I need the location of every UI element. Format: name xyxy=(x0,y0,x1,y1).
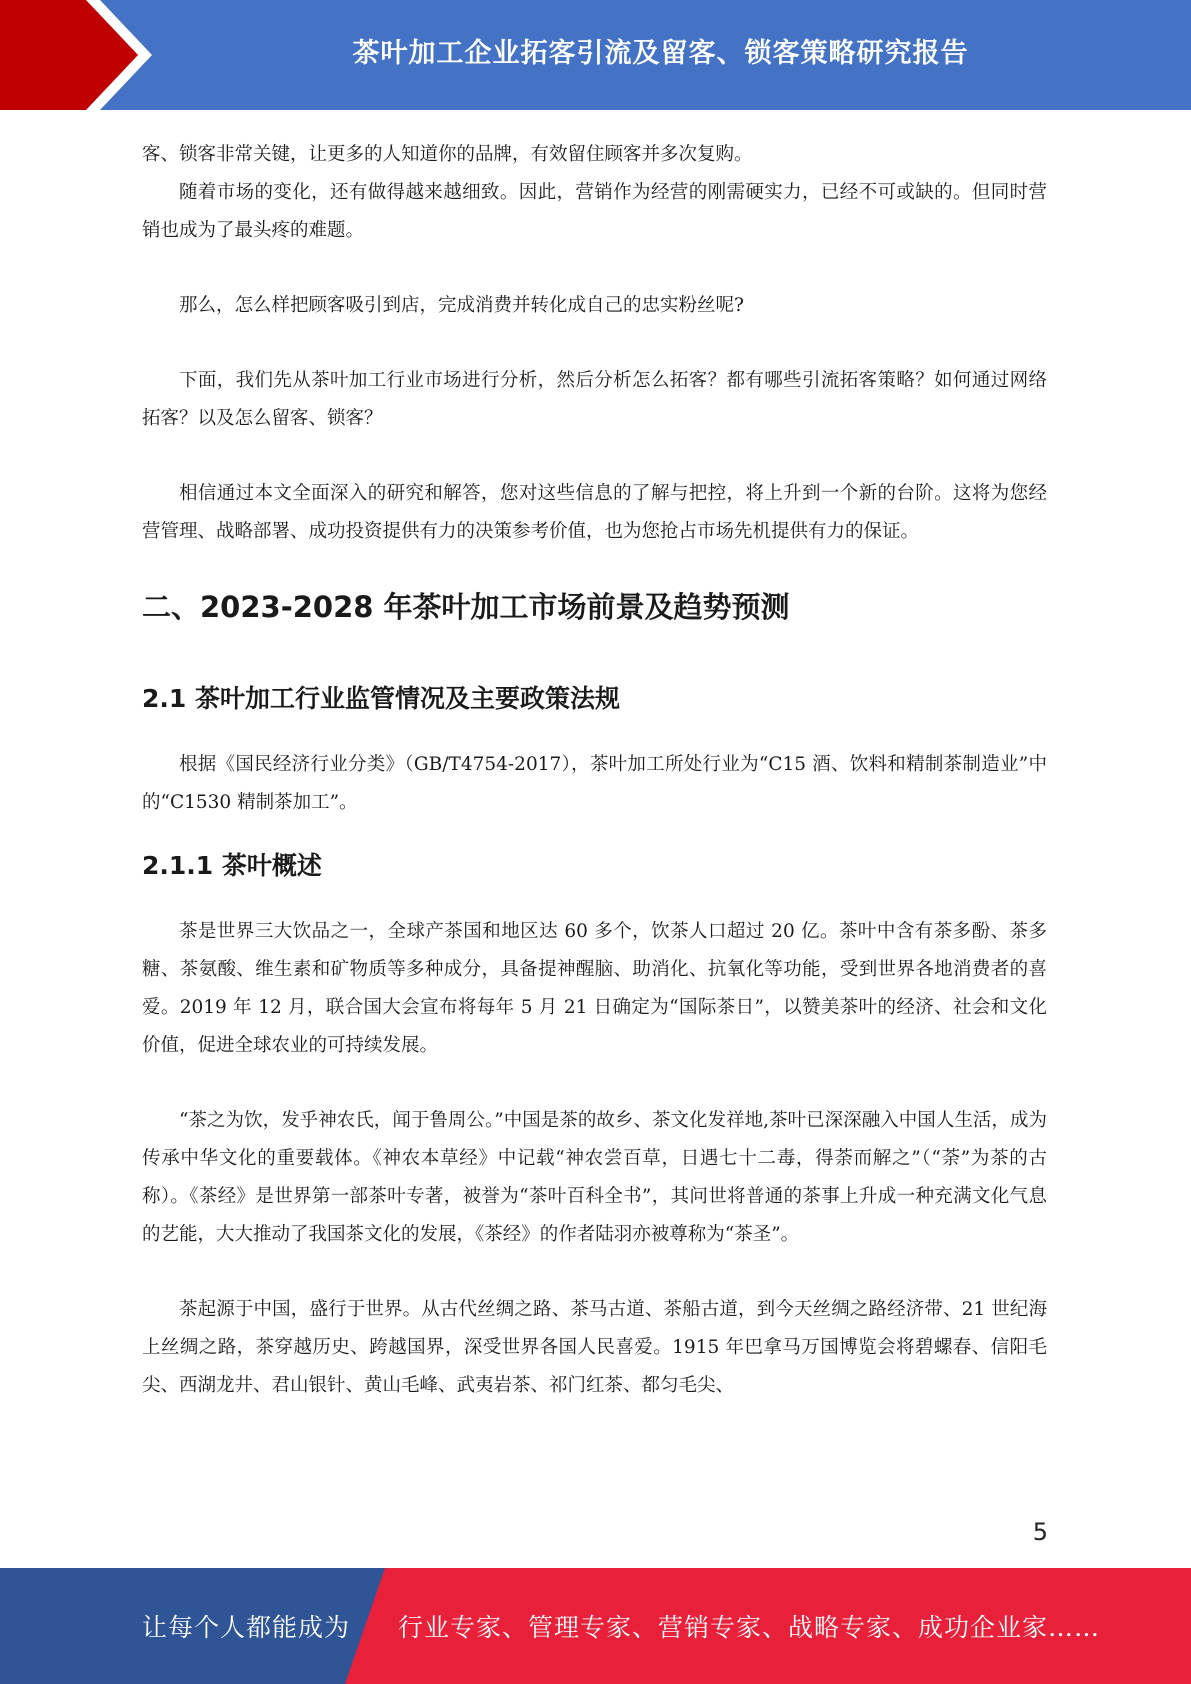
subsection-heading: 2.1 茶叶加工行业监管情况及主要政策法规 xyxy=(142,684,620,713)
header-title: 茶叶加工企业拓客引流及留客、锁客策略研究报告 xyxy=(352,37,969,69)
paragraph: 那么，怎么样把顾客吸引到店，完成消费并转化成自己的忠实粉丝呢? xyxy=(179,295,744,316)
paragraph: “茶之为饮，发乎神农氏，闻于鲁周公。”中国是茶的故乡、茶文化发祥地,茶叶已深深融入中国人生活，成为传承中华文化的重要载体。《神农本草经》中记载“神农尝百草，日遇七十二毒，得荼而解之”（“荼”为茶的古称）。《茶经》是世界第一部茶叶专著，被誉为“茶叶百科全书”，其问世将普通的茶事上升成一种充满文化气息的艺能，大大推动了我国茶文化的发展，《茶经》的作者陆羽亦被尊称为“茶圣”。 xyxy=(142,1110,1047,1245)
subsection-heading: 2.1.1 茶叶概述 xyxy=(142,851,322,880)
paragraph: 根据《国民经济行业分类》（GB/T4754-2017），茶叶加工所处行业为“C15 酒、饮料和精制茶制造业”中的“C1530 精制茶加工”。 xyxy=(142,754,1047,813)
paragraph: 相信通过本文全面深入的研究和解答，您对这些信息的了解与把控，将上升到一个新的台阶。这将为您经营管理、战略部署、成功投资提供有力的决策参考价值，也为您抢占市场先机提供有力的保证。 xyxy=(142,483,1047,542)
paragraph: 茶是世界三大饮品之一，全球产茶国和地区达 60 多个，饮茶人口超过 20 亿。茶叶中含有茶多酚、茶多糖、茶氨酸、维生素和矿物质等多种成分，具备提神醒脑、助消化、抗氧化等功能，受到世界各地消费者的喜爱。2019 年 12 月，联合国大会宣布将每年 5 月 21 日确定为“国际茶日”，以赞美茶叶的经济、社会和文化价值，促进全球农业的可持续发展。 xyxy=(142,921,1047,1056)
paragraph: 客、锁客非常关键，让更多的人知道你的品牌，有效留住顾客并多次复购。 xyxy=(142,144,753,165)
paragraph: 随着市场的变化，还有做得越来越细致。因此，营销作为经营的刚需硬实力，已经不可或缺的。但同时营销也成为了最头疼的难题。 xyxy=(142,182,1047,241)
paragraph: 茶起源于中国，盛行于世界。从古代丝绸之路、茶马古道、茶船古道，到今天丝绸之路经济带、21 世纪海上丝绸之路，茶穿越历史、跨越国界，深受世界各国人民喜爱。1915 年巴拿马万国博览会将碧螺春、信阳毛尖、西湖龙井、君山银针、黄山毛峰、武夷岩茶、祁门红茶、都匀毛尖、 xyxy=(142,1299,1047,1396)
document-body xyxy=(142,136,1047,1405)
section-heading: 二、2023-2028 年茶叶加工市场前景及趋势预测 xyxy=(142,590,790,624)
page-number: 5 xyxy=(1032,1518,1048,1546)
page-header xyxy=(0,0,1191,110)
page-footer xyxy=(0,1568,1191,1684)
footer-slogan-right: 行业专家、管理专家、营销专家、战略专家、成功企业家…… xyxy=(398,1613,1101,1642)
paragraph: 下面，我们先从茶叶加工行业市场进行分析，然后分析怎么拓客？都有哪些引流拓客策略？如何通过网络拓客？以及怎么留客、锁客？ xyxy=(142,370,1047,429)
header-arrow-decoration xyxy=(0,0,170,110)
footer-slogan-left: 让每个人都能成为 xyxy=(142,1613,351,1642)
